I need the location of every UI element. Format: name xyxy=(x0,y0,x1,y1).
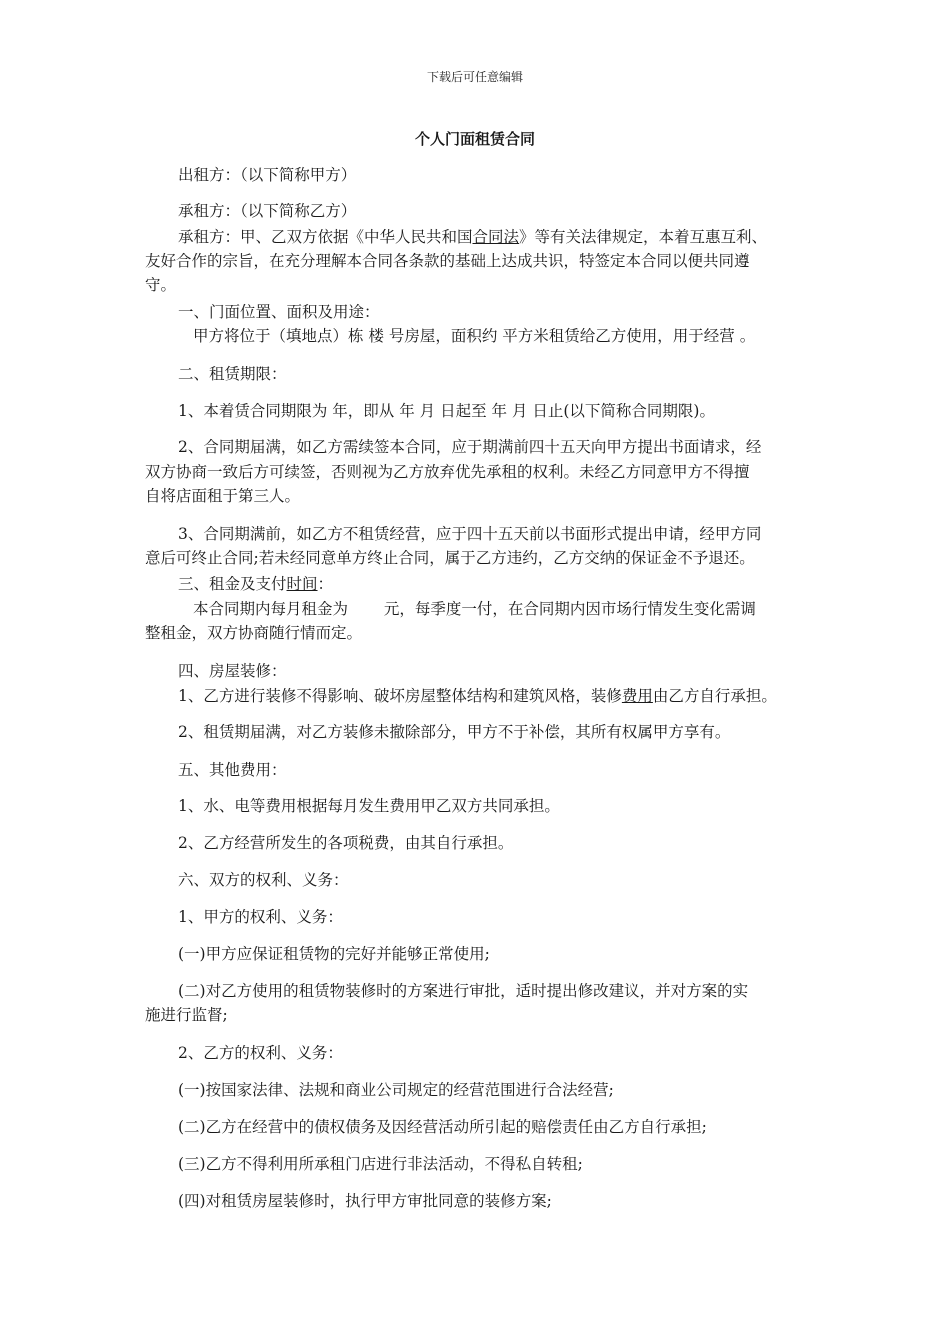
lessor-line: 出租方：（以下简称甲方） xyxy=(178,166,357,184)
contract-law-link[interactable]: 合同法 xyxy=(472,228,520,246)
section-2-item-2-line-1: 2、合同期届满，如乙方需续签本合同，应于期满前四十五天向甲方提出书面请求，经 xyxy=(178,438,762,456)
preamble-line-3: 守。 xyxy=(145,276,177,294)
section-5-heading: 五、其他费用： xyxy=(178,761,287,779)
section-3-heading xyxy=(178,574,333,594)
time-link[interactable]: 时间 xyxy=(286,575,318,593)
party-b-item-3: (三)乙方不得利用所承租门店进行非法活动，不得私自转租; xyxy=(178,1155,583,1173)
party-a-heading: 1、甲方的权利、义务： xyxy=(178,908,343,926)
section-3-heading-text: 三、租金及支付 xyxy=(178,575,287,593)
section-2-item-2-line-3: 自将店面租于第三人。 xyxy=(145,487,301,505)
section-4-heading: 四、房屋装修： xyxy=(178,662,287,680)
preamble-text-b: 》等有关法律规定，本着互惠互利、 xyxy=(519,228,768,246)
section-3-text-line-2: 整租金，双方协商随行情而定。 xyxy=(145,624,363,642)
section-4-item-1-text-a: 1、乙方进行装修不得影响、破坏房屋整体结构和建筑风格，装修 xyxy=(178,687,622,705)
document-title: 个人门面租赁合同 xyxy=(414,130,535,148)
lessee-line: 承租方：（以下简称乙方） xyxy=(178,202,357,220)
section-1-text: 甲方将位于（填地点）栋 楼 号房屋，面积约 平方米租赁给乙方使用，用于经营 。 xyxy=(193,327,756,345)
section-5-item-1: 1、水、电等费用根据每月发生费用甲乙双方共同承担。 xyxy=(178,797,560,815)
section-2-item-3-line-1: 3、合同期满前，如乙方不租赁经营，应于四十五天前以书面形式提出申请，经甲方同 xyxy=(178,525,762,543)
party-a-item-2-line-1: (二)对乙方使用的租赁物装修时的方案进行审批，适时提出修改建议，并对方案的实 xyxy=(178,982,749,1000)
section-2-item-2-line-2: 双方协商一致后方可续签，否则视为乙方放弃优先承租的权利。未经乙方同意甲方不得擅 xyxy=(145,463,750,481)
section-5-item-2: 2、乙方经营所发生的各项税费，由其自行承担。 xyxy=(178,834,514,852)
section-6-heading: 六、双方的权利、义务： xyxy=(178,871,349,889)
section-4-item-1-text-b: 由乙方自行承担。 xyxy=(652,687,777,705)
party-b-item-1: (一)按国家法律、法规和商业公司规定的经营范围进行合法经营; xyxy=(178,1081,614,1099)
costs-link[interactable]: 费用 xyxy=(621,687,653,705)
section-2-heading: 二、租赁期限： xyxy=(178,365,287,383)
preamble-line-2: 友好合作的宗旨，在充分理解本合同各条款的基础上达成共识，特签定本合同以便共同遵 xyxy=(145,252,750,270)
section-1-heading: 一、门面位置、面积及用途： xyxy=(178,303,380,321)
party-b-item-2: (二)乙方在经营中的债权债务及因经营活动所引起的赔偿责任由乙方自行承担; xyxy=(178,1118,707,1136)
section-3-colon: ： xyxy=(317,575,334,593)
preamble-text-a: 承租方：甲、乙双方依据《中华人民共和国 xyxy=(178,228,473,246)
section-2-item-3-line-2: 意后可终止合同;若未经同意单方终止合同，属于乙方违约，乙方交纳的保证金不予退还。 xyxy=(145,549,755,567)
party-a-item-2-line-2: 施进行监督; xyxy=(145,1006,228,1024)
section-4-item-1 xyxy=(178,686,777,706)
section-2-item-1: 1、本着赁合同期限为 年，即从 年 月 日起至 年 月 日止(以下简称合同期限)。 xyxy=(178,402,715,420)
preamble-line-1 xyxy=(178,227,767,247)
party-a-item-1: (一)甲方应保证租赁物的完好并能够正常使用; xyxy=(178,945,490,963)
party-b-item-4: (四)对租赁房屋装修时，执行甲方审批同意的装修方案; xyxy=(178,1192,552,1210)
page-header: 下载后可任意编辑 xyxy=(426,70,523,84)
section-4-item-2: 2、租赁期届满，对乙方装修未撤除部分，甲方不于补偿，其所有权属甲方享有。 xyxy=(178,723,731,741)
party-b-heading: 2、乙方的权利、义务： xyxy=(178,1044,343,1062)
section-3-text-line-1: 本合同期内每月租金为 元，每季度一付，在合同期内因市场行情发生变化需调 xyxy=(193,600,756,618)
